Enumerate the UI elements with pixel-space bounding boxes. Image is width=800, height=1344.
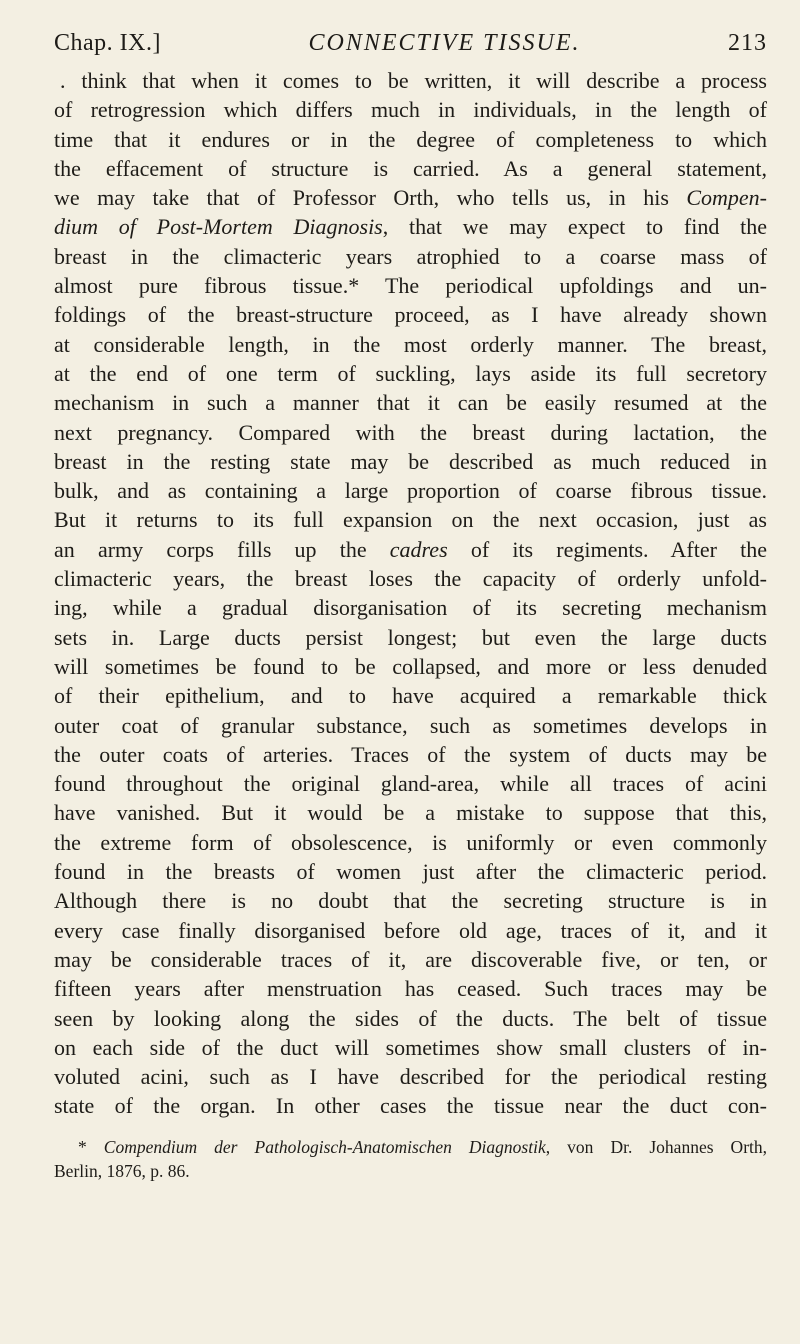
text-line: the outer coats of arteries. Traces of the system of ducts may be [54, 741, 767, 767]
running-head [54, 26, 767, 66]
text-line: mechanism in such a manner that it can be easily resumed at the [54, 390, 767, 416]
text-line: voluted acini, such as I have described for the periodical resting [54, 1064, 767, 1090]
body-text [54, 66, 767, 1121]
text-line: breast in the resting state may be described as much reduced in [54, 448, 767, 474]
page-number: 213 [728, 30, 767, 56]
text-line: fifteen years after menstruation has ceased. Such traces may be [54, 976, 767, 1002]
footnote-line-2: Berlin, 1876, p. 86. [54, 1160, 190, 1181]
text-line: every case finally disorganised before old age, traces of it, and it [54, 917, 767, 943]
text-line: almost pure fibrous tissue.* The periodical upfoldings and un- [54, 273, 767, 299]
text-line: found in the breasts of women just after the climacteric period. [54, 859, 767, 885]
book-page [54, 26, 767, 1183]
running-title: CONNECTIVE TISSUE. [308, 30, 581, 56]
text-line: Although there is no doubt that the secreting structure is in [54, 888, 767, 914]
text-line: the effacement of structure is carried. As a general statement, [54, 155, 767, 181]
text-line: at the end of one term of suckling, lays aside its full secretory [54, 360, 767, 386]
text-line: climacteric years, the breast loses the capacity of orderly unfold- [54, 566, 767, 592]
text-line: time that it endures or in the degree of completeness to which [54, 126, 767, 152]
text-line: state of the organ. In other cases the tissue near the duct con- [54, 1093, 767, 1119]
text-line: dium of Post-Mortem Diagnosis, that we may expect to find the [54, 214, 767, 240]
text-line: outer coat of granular substance, such as sometimes develops in [54, 712, 767, 738]
text-line: foldings of the breast-structure proceed, as I have already shown [54, 302, 767, 328]
text-line: sets in. Large ducts persist longest; but even the large ducts [54, 624, 767, 650]
text-line: ing, while a gradual disorganisation of its secreting mechanism [54, 595, 767, 621]
text-line: at considerable length, in the most orderly manner. The breast, [54, 331, 767, 357]
text-line: will sometimes be found to be collapsed, and more or less denuded [54, 653, 767, 679]
text-line: may be considerable traces of it, are discoverable five, or ten, or [54, 946, 767, 972]
text-line: seen by looking along the sides of the ducts. The belt of tissue [54, 1005, 767, 1031]
text-line: of retrogression which differs much in individuals, in the length of [54, 97, 767, 123]
text-line: next pregnancy. Compared with the breast during lactation, the [54, 419, 767, 445]
footnote [54, 1135, 767, 1183]
text-line: an army corps fills up the cadres of its regiments. After the [54, 536, 767, 562]
text-line: we may take that of Professor Orth, who tells us, in his Compen- [54, 185, 767, 211]
text-line: have vanished. But it would be a mistake to suppose that this, [54, 800, 767, 826]
text-line: on each side of the duct will sometimes show small clusters of in- [54, 1034, 767, 1060]
text-line: found throughout the original gland-area, while all traces of acini [54, 771, 767, 797]
chapter-label: Chap. IX.] [54, 30, 161, 56]
text-line: bulk, and as containing a large proportion of coarse fibrous tissue. [54, 478, 767, 504]
text-line: breast in the climacteric years atrophied to a coarse mass of [54, 243, 767, 269]
text-line: the extreme form of obsolescence, is uniformly or even commonly [54, 829, 767, 855]
text-line: of their epithelium, and to have acquired a remarkable thick [54, 683, 767, 709]
footnote-line-1: * Compendium der Pathologisch-Anatomischen Diagnostik, von Dr. Johannes Orth, [78, 1136, 768, 1157]
text-line: But it returns to its full expansion on the next occasion, just as [54, 507, 767, 533]
text-line: . think that when it comes to be written, it will describe a process [60, 68, 767, 93]
